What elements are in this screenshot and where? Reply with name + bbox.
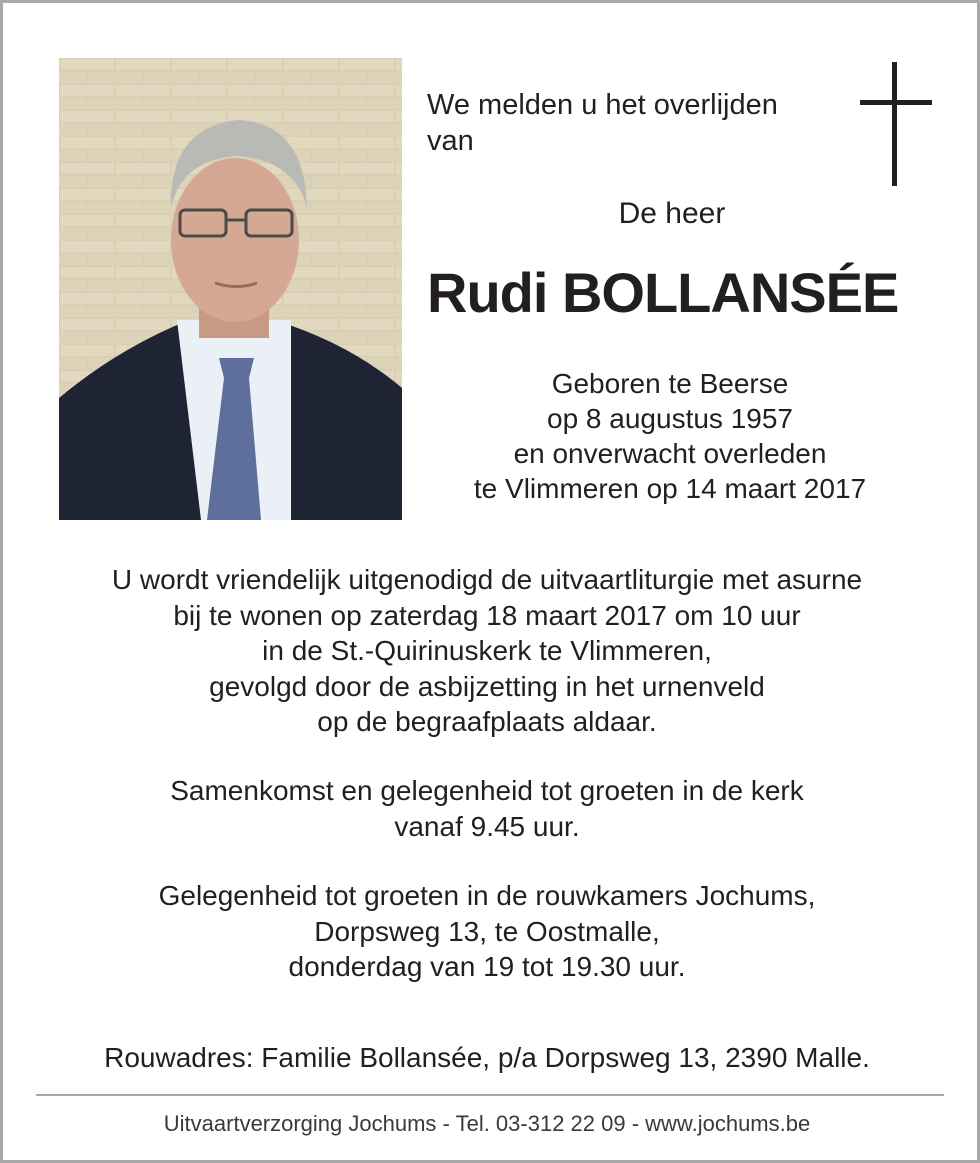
funeral-line: U wordt vriendelijk uitgenodigd de uitvaartliturgie met asurne [111, 564, 863, 595]
deceased-title: De heer [618, 197, 726, 230]
viewing-line: donderdag van 19 tot 19.30 uur. [288, 951, 686, 982]
gathering-info [0, 773, 974, 844]
cross-icon [858, 62, 934, 186]
viewing-line: Gelegenheid tot groeten in de rouwkamers Jochums, [158, 880, 816, 911]
intro-line: van [427, 125, 474, 157]
gathering-line: vanaf 9.45 uur. [394, 810, 580, 842]
detail-line: Geboren te Beerse [551, 368, 789, 399]
detail-line: op 8 augustus 1957 [547, 403, 793, 434]
funeral-invitation [0, 562, 974, 740]
gathering-line: Samenkomst en gelegenheid tot groeten in de kerk [170, 775, 804, 806]
funeral-line: bij te wonen op zaterdag 18 maart 2017 om 10 uur [173, 599, 801, 631]
funeral-line: op de begraafplaats aldaar. [317, 706, 657, 737]
portrait-photo [59, 58, 402, 520]
deceased-name: Rudi BOLLANSÉE [427, 261, 899, 324]
viewing-info [0, 878, 974, 985]
mourning-address: Rouwadres: Familie Bollansée, p/a Dorpsweg 13, 2390 Malle. [104, 1042, 870, 1073]
divider [36, 1094, 944, 1096]
funeral-line: gevolgd door de asbijzetting in het urnenveld [209, 670, 765, 702]
announcement-intro [427, 87, 847, 159]
detail-line: en onverwacht overleden [513, 438, 827, 469]
birth-death-details [400, 366, 940, 506]
intro-line: We melden u het overlijden [427, 89, 778, 121]
viewing-line: Dorpsweg 13, te Oostmalle, [314, 915, 660, 947]
detail-line: te Vlimmeren op 14 maart 2017 [473, 473, 867, 504]
funeral-line: in de St.-Quirinuskerk te Vlimmeren, [262, 635, 712, 666]
funeral-home-footer: Uitvaartverzorging Jochums - Tel. 03-312 22 09 - www.jochums.be [163, 1111, 811, 1136]
